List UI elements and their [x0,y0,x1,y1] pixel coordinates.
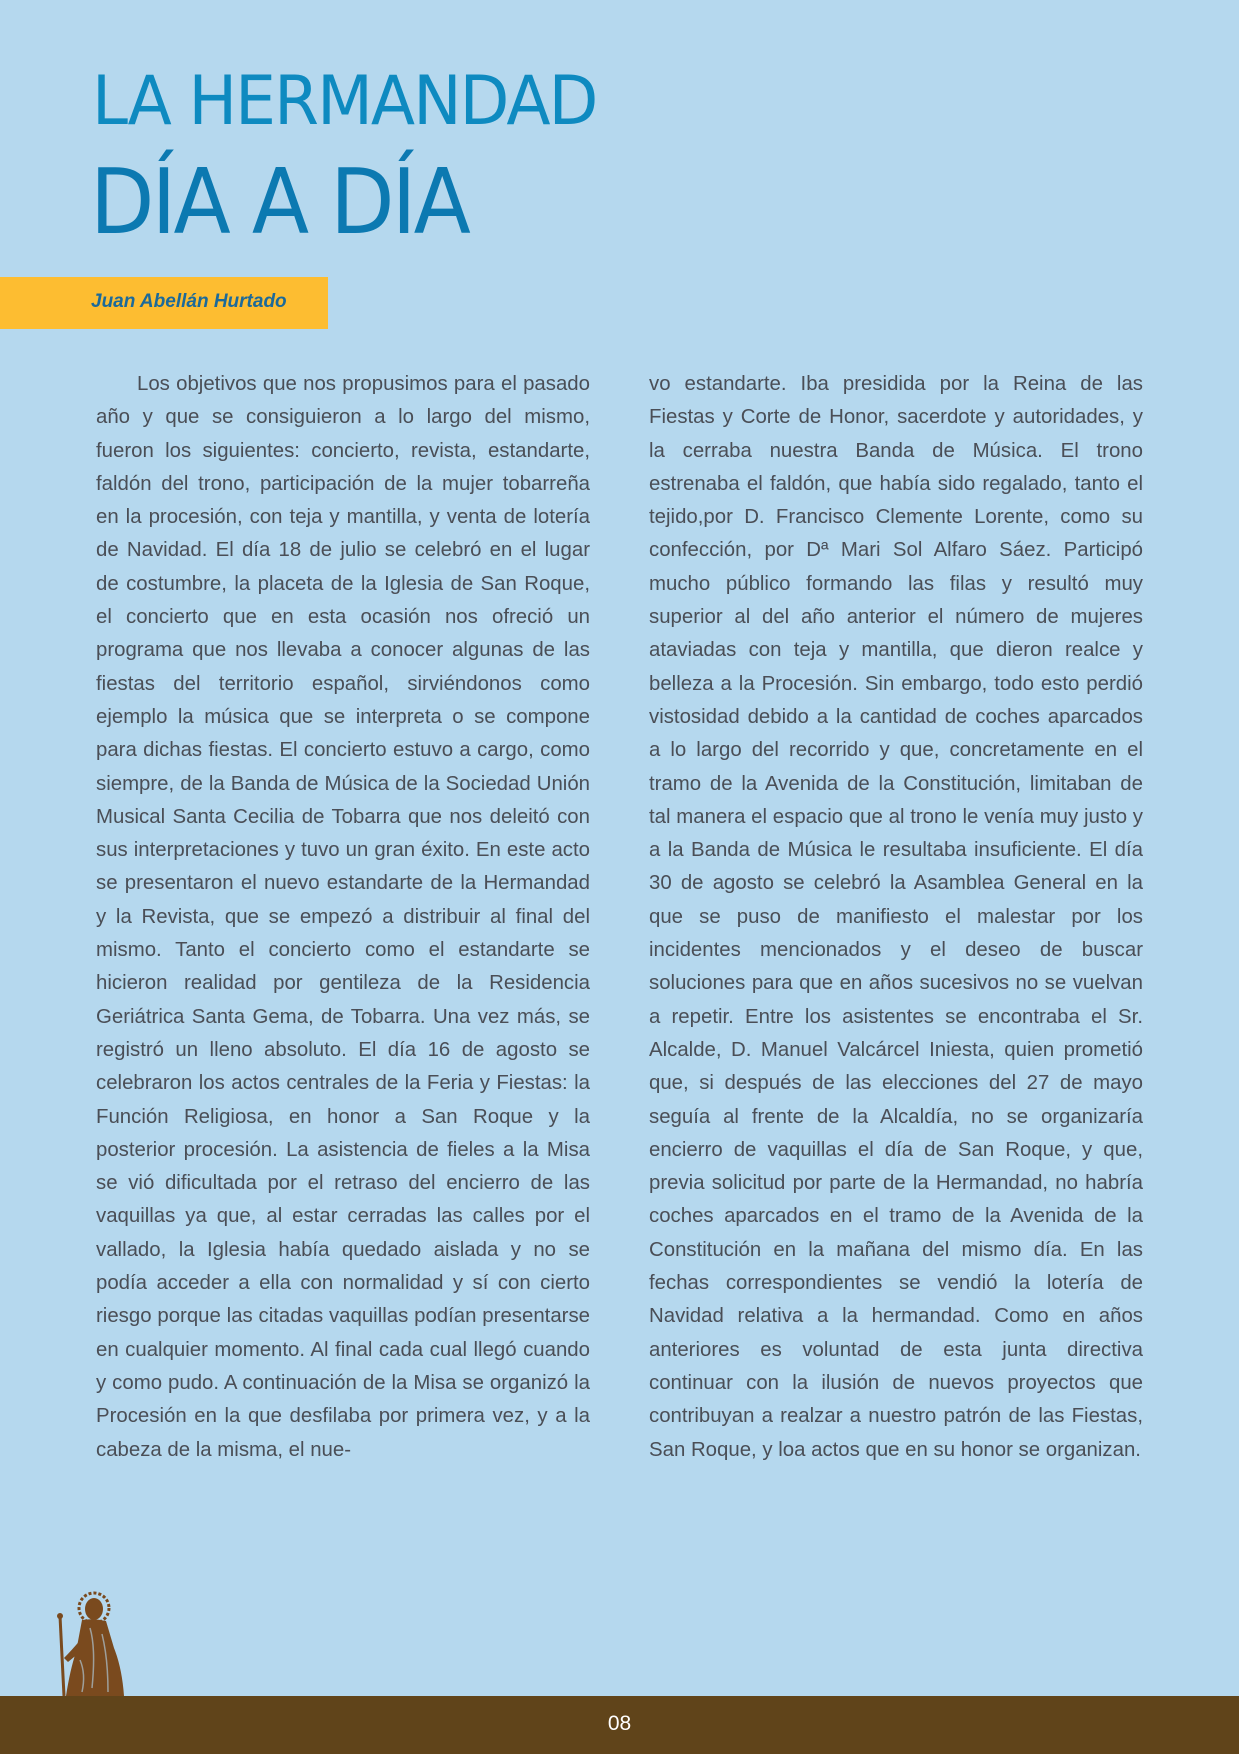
article-paragraph-right: vo estandarte. Iba presidida por la Reina de las Fiestas y Corte de Honor, sacerdote y autoridades, y la cerraba nuestra Banda de Música. El trono estrenaba el faldón, que había sido regalado, tanto el tejido,por D. Francisco Clemente Lorente, como su confección, por Dª Mari Sol Alfaro Sáez. Participó mucho público formando las filas y resultó muy superior al del año anterior el número de mujeres ataviadas con teja y mantilla, que dieron realce y belleza a la Procesión. Sin embargo, todo esto perdió vistosidad debido a la cantidad de coches aparcados a lo largo del recorrido y que, concretamente en el tramo de la Avenida de la Constitución, limitaban de tal manera el espacio que al trono le venía muy justo y a la Banda de Música le resultaba insuficiente. El día 30 de agosto se celebró la Asamblea General en la que se puso de manifiesto el malestar por los incidentes mencionados y el deseo de buscar soluciones para que en años sucesivos no se vuelvan a repetir. Entre los asistentes se encontraba el Sr. Alcalde, D. Manuel Valcárcel Iniesta, quien prometió que, si después de las elecciones del 27 de mayo seguía al frente de la Alcaldía, no se organizaría encierro de vaquillas el día de San Roque, y que, previa solicitud por parte de la Hermandad, no habría coches aparcados en el tramo de la Avenida de la Constitución en la mañana del mismo día. En las fechas correspondientes se vendió la lotería de Navidad relativa a la hermandad. Como en años anteriores es voluntad de esta junta directiva continuar con la ilusión de nuevos proyectos que contribuyan a realzar a nuestro patrón de las Fiestas, San Roque, y loa actos que en su honor se organizan. [649,373,1143,1461]
saint-roque-figure-icon [52,1588,136,1698]
footer-bar [0,1696,1239,1754]
article-column-right [649,368,1143,1467]
page-number: 08 [607,1712,632,1735]
article-paragraph-left: Los objetivos que nos propusimos para el pasado año y que se consiguieron a lo largo del mismo, fueron los siguientes: concierto, revista, estandarte, faldón del trono, participación de la mujer tobarreña en la procesión, con teja y mantilla, y venta de lotería de Navidad. El día 18 de julio se celebró en el lugar de costumbre, la placeta de la Iglesia de San Roque, el concierto que en esta ocasión nos ofreció un programa que nos llevaba a conocer algunas de las fiestas del territorio español, sirviéndonos como ejemplo la música que se interpreta o se compone para dichas fiestas. El concierto estuvo a cargo, como siempre, de la Banda de Música de la Sociedad Unión Musical Santa Cecilia de Tobarra que nos deleitó con sus interpretaciones y tuvo un gran éxito. En este acto se presentaron el nuevo estandarte de la Hermandad y la Revista, que se empezó a distribuir al final del mismo. Tanto el concierto como el estandarte se hicieron realidad por gentileza de la Residencia Geriátrica Santa Gema, de Tobarra. Una vez más, se registró un lleno absoluto. El día 16 de agosto se celebraron los actos centrales de la Feria y Fiestas: la Función Religiosa, en honor a San Roque y la posterior procesión. La asistencia de fieles a la Misa se vió dificultada por el retraso del encierro de las vaquillas ya que, al estar cerradas las calles por el vallado, la Iglesia había quedado aislada y no se podía acceder a ella con normalidad y sí con cierto riesgo porque las citadas vaquillas podían presentarse en cualquier momento. Al final cada cual llegó cuando y como pudo. A continuación de la Misa se organizó la Procesión en la que desfilaba por primera vez, y a la cabeza de la misma, el nue- [96,373,590,1461]
author-band [0,277,328,329]
article-column-left [96,368,590,1467]
author-name: Juan Abellán Hurtado [91,291,287,312]
title-line-2: DÍA A DÍA [90,150,469,255]
title-line-1: LA HERMANDAD [92,62,597,141]
